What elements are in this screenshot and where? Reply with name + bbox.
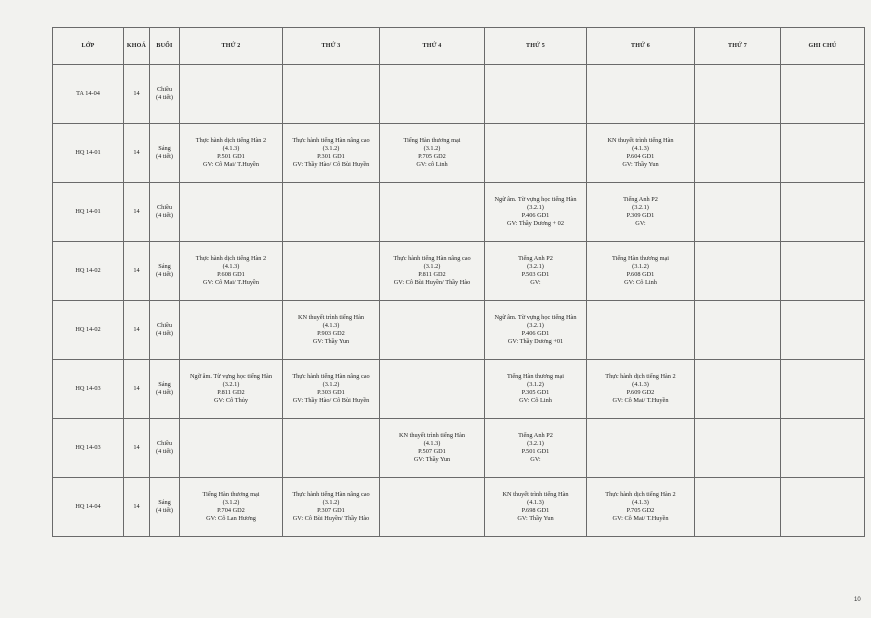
lesson-line: Ngữ âm. Từ vựng học tiếng Hàn (190, 373, 272, 380)
lesson-line: Thực hành dịch tiếng Hàn 2 (195, 137, 267, 144)
day-cell (485, 360, 587, 419)
lesson-line: P.309 GD1 (626, 212, 655, 219)
column-header: LỚP (53, 28, 124, 65)
day-cell (380, 419, 485, 478)
lesson-line: (4.1.3) (222, 263, 240, 270)
day-cell (380, 124, 485, 183)
session-cell (150, 242, 180, 301)
day-cell (695, 301, 781, 360)
day-cell (587, 301, 695, 360)
lesson-line: P.305 GD1 (521, 389, 550, 396)
session-line: (4 tiết) (156, 153, 173, 160)
day-cell (781, 360, 865, 419)
session-line: Sáng (158, 381, 171, 388)
day-cell (587, 478, 695, 537)
course-cell: 14 (124, 65, 150, 124)
day-cell (283, 65, 380, 124)
session-line: Sáng (158, 145, 171, 152)
class-cell: HQ 14-04 (53, 478, 124, 537)
lesson-line: (4.1.3) (527, 499, 544, 506)
day-cell (283, 183, 380, 242)
lesson-line: (3.2.1) (527, 204, 544, 211)
day-cell (283, 419, 380, 478)
day-cell (380, 65, 485, 124)
table-row (53, 124, 865, 183)
session-line: Sáng (158, 499, 171, 506)
lesson-line: GV: Cô Mai/ T.Huyền (203, 161, 259, 168)
lesson-line: GV: Cô Bùi Huyền/ Thầy Hào (393, 279, 471, 286)
lesson-line: Tiếng Hàn thương mại (611, 255, 670, 262)
column-header: THỨ 7 (695, 28, 781, 65)
lesson-line: (3.2.1) (527, 263, 544, 270)
class-cell: HQ 14-02 (53, 242, 124, 301)
lesson-line: Tiếng Hàn thương mại (202, 491, 260, 498)
day-cell (781, 65, 865, 124)
schedule-table (52, 27, 865, 537)
course-cell: 14 (124, 183, 150, 242)
lesson-line: P.705 GD2 (418, 153, 446, 160)
lesson-line: GV: Cô Mai/ T.Huyền (612, 397, 669, 404)
lesson-line: Tiếng Anh P2 (518, 432, 553, 439)
day-cell (485, 242, 587, 301)
session-cell (150, 419, 180, 478)
lesson-line: GV: Cô Mai/ T.Huyền (203, 279, 259, 286)
lesson-line: Thực hành tiếng Hàn nâng cao (393, 255, 471, 262)
lesson-line: P.698 GD1 (521, 507, 550, 514)
lesson-line: P.507 GD1 (418, 448, 446, 455)
lesson-line: P.608 GD1 (217, 271, 245, 278)
lesson-line: P.501 GD1 (217, 153, 245, 160)
lesson-line: GV: Cô Linh (624, 279, 657, 286)
day-cell (587, 360, 695, 419)
day-cell (587, 183, 695, 242)
session-line: Chiều (156, 440, 173, 447)
lesson-line: P.406 GD1 (521, 330, 550, 337)
day-cell (781, 419, 865, 478)
day-cell (180, 478, 283, 537)
header-row (53, 28, 865, 65)
session-line: Chiều (156, 86, 173, 93)
lesson-line: (4.1.3) (632, 499, 649, 506)
day-cell (180, 419, 283, 478)
lesson-line: GV: (530, 456, 541, 463)
lesson-line: (4.1.3) (632, 381, 649, 388)
day-cell (283, 124, 380, 183)
class-cell: HQ 14-03 (53, 419, 124, 478)
lesson-line: GV: Thầy Yun (312, 338, 350, 345)
lesson-line: P.609 GD2 (626, 389, 655, 396)
day-cell (180, 301, 283, 360)
lesson-line: GV: Cô Bùi Huyền/ Thầy Hào (292, 515, 370, 522)
session-line: (4 tiết) (156, 389, 173, 396)
lesson-line: P.301 GD1 (317, 153, 345, 160)
day-cell (380, 360, 485, 419)
day-cell (587, 65, 695, 124)
session-line: (4 tiết) (156, 330, 173, 337)
lesson-line: (3.2.1) (527, 440, 544, 447)
class-cell: HQ 14-01 (53, 183, 124, 242)
course-cell: 14 (124, 360, 150, 419)
class-cell: HQ 14-02 (53, 301, 124, 360)
day-cell (485, 478, 587, 537)
lesson-line: GV: Thầy Yun (622, 161, 659, 168)
lesson-line: (4.1.3) (632, 145, 649, 152)
lesson-line: GV: Thầy Yun (517, 515, 554, 522)
lesson-line: Tiếng Anh P2 (518, 255, 553, 262)
table-row (53, 419, 865, 478)
lesson-line: P.704 GD2 (217, 507, 245, 514)
day-cell (695, 242, 781, 301)
lesson-line: GV: (635, 220, 646, 227)
day-cell (485, 183, 587, 242)
session-cell (150, 124, 180, 183)
lesson-line: (4.1.3) (322, 322, 340, 329)
lesson-line: P.604 GD1 (626, 153, 655, 160)
lesson-line: (3.1.2) (527, 381, 544, 388)
course-cell: 14 (124, 419, 150, 478)
table-row (53, 183, 865, 242)
session-line: (4 tiết) (156, 94, 173, 101)
lesson-line: (4.1.3) (423, 440, 441, 447)
lesson-line: P.501 GD1 (521, 448, 550, 455)
table-row (53, 301, 865, 360)
column-header: THỨ 3 (283, 28, 380, 65)
day-cell (283, 301, 380, 360)
day-cell (283, 360, 380, 419)
lesson-line: (3.1.2) (423, 263, 441, 270)
table-row (53, 242, 865, 301)
column-header: THỨ 4 (380, 28, 485, 65)
lesson-line: Tiếng Hàn thương mại (506, 373, 565, 380)
day-cell (781, 242, 865, 301)
class-cell: HQ 14-01 (53, 124, 124, 183)
class-cell: HQ 14-03 (53, 360, 124, 419)
lesson-line: KN thuyết trình tiếng Hàn (398, 432, 466, 439)
lesson-line: (3.1.2) (322, 381, 340, 388)
column-header: THỨ 2 (180, 28, 283, 65)
session-line: Sáng (158, 263, 171, 270)
column-header: BUỔI (150, 28, 180, 65)
lesson-line: GV: Thầy Dương + 02 (507, 220, 564, 227)
day-cell (695, 183, 781, 242)
course-cell: 14 (124, 124, 150, 183)
session-line: (4 tiết) (156, 448, 173, 455)
lesson-line: Thực hành tiếng Hàn nâng cao (292, 491, 370, 498)
day-cell (485, 124, 587, 183)
day-cell (180, 65, 283, 124)
lesson-line: Thực hành tiếng Hàn nâng cao (292, 373, 370, 380)
day-cell (781, 124, 865, 183)
day-cell (485, 65, 587, 124)
lesson-line: (3.1.2) (632, 263, 649, 270)
session-cell (150, 360, 180, 419)
session-cell (150, 65, 180, 124)
lesson-line: KN thuyết trình tiếng Hàn (607, 137, 674, 144)
class-cell: TA 14-04 (53, 65, 124, 124)
lesson-line: (3.1.2) (423, 145, 441, 152)
day-cell (380, 242, 485, 301)
lesson-line: GV: Cô Thủy (213, 397, 249, 404)
lesson-line: GV: Thầy Hào/ Cô Bùi Huyền (292, 397, 370, 404)
session-line: (4 tiết) (156, 507, 173, 514)
lesson-line: GV: Cô Lan Hương (206, 515, 256, 522)
day-cell (485, 301, 587, 360)
lesson-line: (3.1.2) (322, 499, 340, 506)
lesson-line: Thực hành dịch tiếng Hàn 2 (605, 491, 676, 498)
lesson-line: P.406 GD1 (521, 212, 550, 219)
course-cell: 14 (124, 242, 150, 301)
lesson-line: Ngữ âm. Từ vựng học tiếng Hàn (494, 196, 577, 203)
day-cell (283, 242, 380, 301)
lesson-line: P.307 GD1 (317, 507, 345, 514)
lesson-line: GV: Cô Mai/ T.Huyền (612, 515, 669, 522)
day-cell (587, 419, 695, 478)
table-row (53, 478, 865, 537)
lesson-line: P.705 GD2 (626, 507, 655, 514)
day-cell (587, 242, 695, 301)
day-cell (587, 124, 695, 183)
lesson-line: GV: Cô Linh (519, 397, 552, 404)
lesson-line: Thực hành dịch tiếng Hàn 2 (195, 255, 267, 262)
table-row (53, 360, 865, 419)
lesson-line: (3.2.1) (632, 204, 649, 211)
lesson-line: (3.1.2) (222, 499, 240, 506)
lesson-line: Tiếng Anh P2 (623, 196, 658, 203)
page-number: 10 (854, 597, 861, 603)
column-header: KHOÁ (124, 28, 150, 65)
lesson-line: P.903 GD2 (317, 330, 345, 337)
lesson-line: GV: Thầy Dương +01 (507, 338, 564, 345)
day-cell (180, 360, 283, 419)
lesson-line: P.811 GD2 (217, 389, 245, 396)
course-cell: 14 (124, 478, 150, 537)
session-line: Chiều (156, 322, 173, 329)
lesson-line: P.503 GD1 (521, 271, 550, 278)
lesson-line: GV: Thầy Hào/ Cô Bùi Huyền (292, 161, 370, 168)
lesson-line: P.303 GD1 (317, 389, 345, 396)
lesson-line: Tiếng Hàn thương mại (403, 137, 461, 144)
lesson-line: (3.2.1) (527, 322, 544, 329)
day-cell (380, 183, 485, 242)
lesson-line: (3.2.1) (222, 381, 240, 388)
day-cell (695, 360, 781, 419)
column-header: THỨ 5 (485, 28, 587, 65)
lesson-line: KN thuyết trình tiếng Hàn (297, 314, 365, 321)
day-cell (180, 242, 283, 301)
session-cell (150, 301, 180, 360)
lesson-line: Ngữ âm. Từ vựng học tiếng Hàn (494, 314, 577, 321)
day-cell (180, 124, 283, 183)
session-cell (150, 183, 180, 242)
column-header: THỨ 6 (587, 28, 695, 65)
lesson-line: KN thuyết trình tiếng Hàn (502, 491, 569, 498)
lesson-line: GV: (530, 279, 541, 286)
schedule-body (53, 65, 865, 537)
lesson-line: GV: Thầy Yun (413, 456, 451, 463)
lesson-line: (3.1.2) (322, 145, 340, 152)
day-cell (380, 301, 485, 360)
day-cell (695, 419, 781, 478)
session-cell (150, 478, 180, 537)
day-cell (781, 478, 865, 537)
session-line: (4 tiết) (156, 212, 173, 219)
lesson-line: P.608 GD1 (626, 271, 655, 278)
course-cell: 14 (124, 301, 150, 360)
lesson-line: P.811 GD2 (418, 271, 446, 278)
lesson-line: GV: cô Linh (416, 161, 448, 168)
day-cell (695, 65, 781, 124)
day-cell (781, 183, 865, 242)
lesson-line: Thực hành dịch tiếng Hàn 2 (605, 373, 676, 380)
column-header: GHI CHÚ (781, 28, 865, 65)
day-cell (380, 478, 485, 537)
day-cell (781, 301, 865, 360)
table-row (53, 65, 865, 124)
day-cell (180, 183, 283, 242)
day-cell (283, 478, 380, 537)
day-cell (695, 478, 781, 537)
lesson-line: (4.1.3) (222, 145, 240, 152)
session-line: Chiều (156, 204, 173, 211)
lesson-line: Thực hành tiếng Hàn nâng cao (292, 137, 370, 144)
session-line: (4 tiết) (156, 271, 173, 278)
day-cell (695, 124, 781, 183)
day-cell (485, 419, 587, 478)
